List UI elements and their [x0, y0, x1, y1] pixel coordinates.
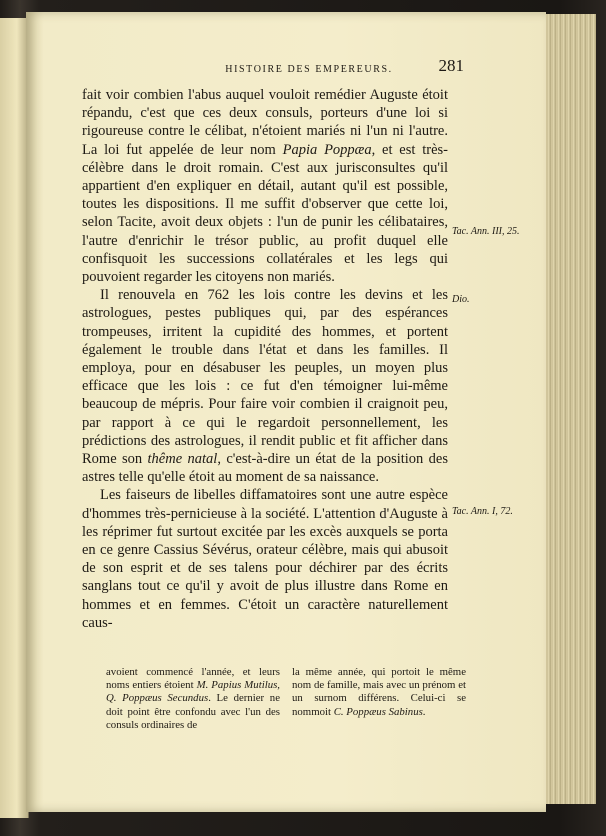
text-run-italic: thême natal [147, 451, 218, 468]
margin-note-dio: Dio. [452, 294, 470, 305]
text-run: , et est très-célèbre dans le droit romain. C'est aux jurisconsultes qu'il appartient d'en expliquer en détail, autant qu'il est possible, toutes les dispositions. Il me suffit d'observer que cette loi, selon Tacite, avoit deux objets : l'un de punir les célibataires, l'autre d'enrichir le trésor public, au profit duquel elle confisquoit les successions collatérales et les legs qui pouvoient regarder les citoyens non mariés. [82, 141, 448, 286]
page-block-edges [540, 14, 596, 804]
text-run: , c'est-à-dire un état de la position des astres telle qu'elle étoit au moment de sa naissance. [82, 451, 448, 486]
text-run-italic: C. Poppæus Sabinus [333, 705, 423, 718]
margin-note-tacitus-annals-3: Tac. Ann. III, 25. [452, 226, 520, 237]
text-run: fait voir combien l'abus auquel vouloit remédier Auguste étoit répandu, c'est que ces deux consuls, porteurs d'une loi si rigoureuse contre le célibat, n'étoient mariés ni l'un ni l'autre. La loi fut appelée de leur nom [82, 87, 448, 158]
book-page [26, 12, 546, 812]
text-run: . Le dernier ne doit point être confondu avec l'un des consuls ordinaires de [106, 692, 281, 731]
paragraph-2 [82, 286, 448, 486]
footnotes [106, 666, 466, 732]
paragraph-1 [82, 86, 448, 286]
text-run: . [422, 705, 426, 718]
text-run: Les faiseurs de libelles diffamatoires sont une autre espèce d'hommes très-pernicieuse à la société. L'attention d'Auguste à les réprimer fut surtout excitée par les excès auxquels se porta en ce genre Cassius Sévérus, orateur célèbre, mais qui abusoit de son esprit et de ses talens pour déchirer par des écrits sanglans tout ce qu'il y avoit de plus illustre dans Rome en hommes et en femmes. C'étoit un caractère naturellement caus- [82, 487, 448, 631]
running-head: HISTOIRE DES EMPEREURS. [225, 64, 393, 75]
text-run-italic: M. Papius Mutilus, Q. Poppæus Secundus [106, 679, 280, 705]
footnote-column-left [106, 666, 280, 732]
page-number: 281 [438, 56, 464, 75]
facing-page-edge [0, 18, 29, 818]
body-text [82, 86, 448, 632]
text-run-italic: Papia Poppæa [282, 141, 372, 158]
text-run: Il renouvela en 762 les lois contre les devins et les astrologues, pestes publiques qui, par des espérances trompeuses, irritent la cupidité des hommes, et portent également le trouble dans l'état et dans les familles. Il employa, pour en désabuser les peuples, un moyen plus efficace que les lois : ce fut d'en témoigner lui-même beaucoup de mépris. Pour faire voir combien il craignoit peu, par rapport à ce qui le regardoit personnellement, les prédictions des astrologues, il rendit public et fit afficher dans Rome son [82, 287, 448, 468]
margin-note-tacitus-annals-1: Tac. Ann. I, 72. [452, 506, 513, 517]
text-run: avoient commencé l'année, et leurs noms entiers étoient [106, 666, 280, 692]
paragraph-3 [82, 486, 448, 632]
footnote-column-right [292, 666, 466, 732]
text-run: la même année, qui portoit le même nom de famille, mais avec un prénom et un surnom différens. Celui-ci se nommoit [292, 666, 466, 718]
